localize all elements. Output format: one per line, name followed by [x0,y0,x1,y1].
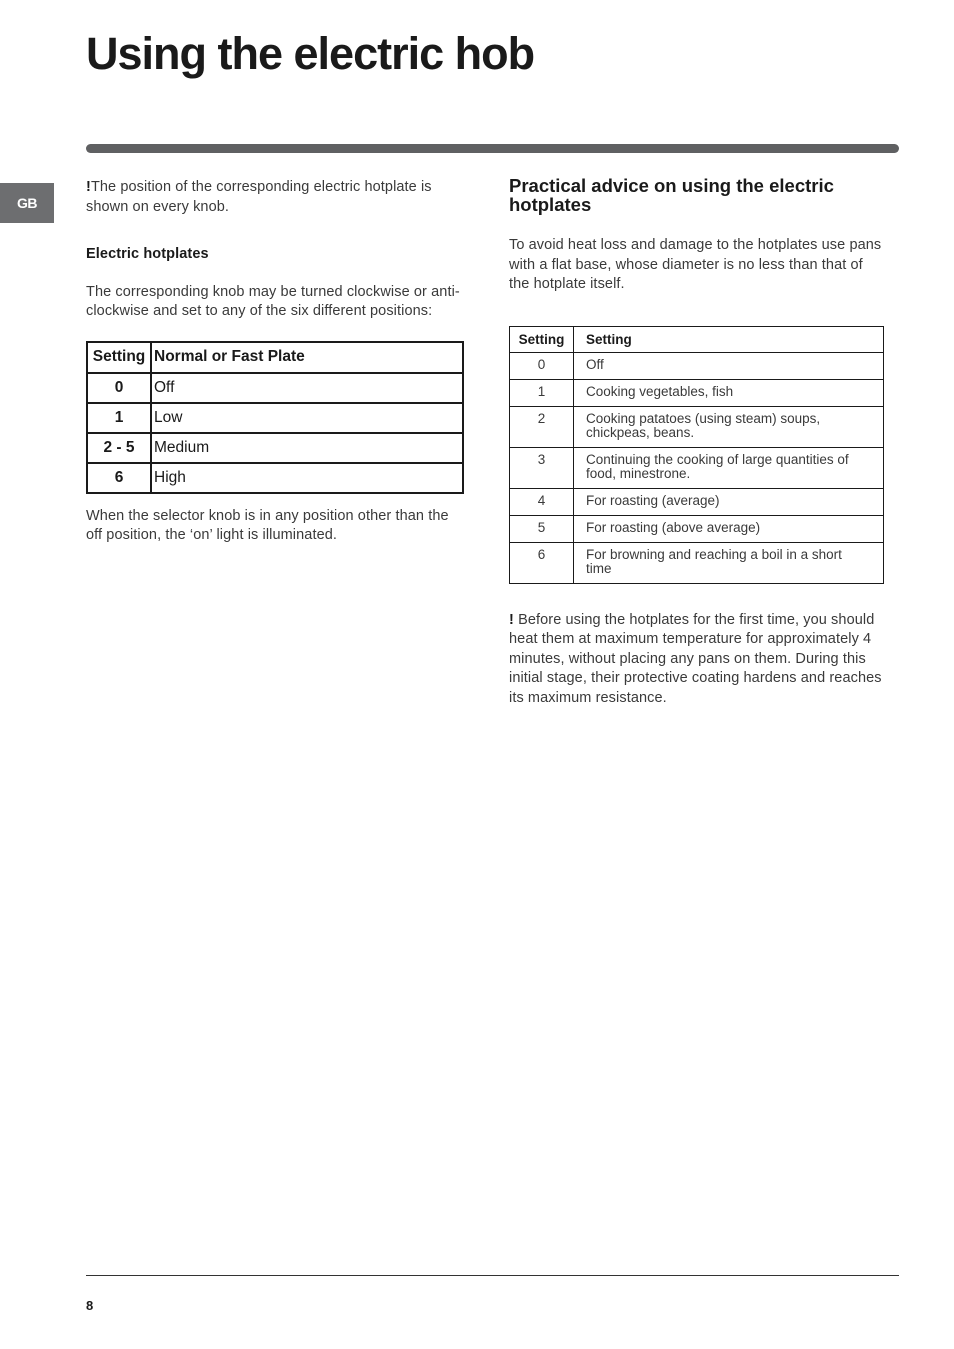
use-cell: Cooking patatoes (using steam) soups, chickpeas, beans. [574,406,884,447]
level-cell: Low [151,403,463,433]
table-row [510,488,884,515]
use-cell: Continuing the cooking of large quantities of food, minestrone. [574,447,884,488]
header-setting: Setting [87,342,151,373]
right-column [509,176,885,708]
setting-cell: 3 [510,447,574,488]
left-column [86,178,464,546]
header-setting: Setting [510,326,574,352]
setting-cell: 6 [87,463,151,493]
heat-loss-paragraph: To avoid heat loss and damage to the hotplates use pans with a flat base, whose diameter is no less than that of the hotplate itself. [509,237,882,292]
table-row [510,515,884,542]
intro-paragraph [86,178,464,217]
first-use-note [509,611,885,709]
plate-settings-table [86,341,464,494]
use-cell: Off [574,352,884,379]
header-divider-bar [86,144,899,153]
use-cell: For roasting (average) [574,488,884,515]
setting-cell: 4 [510,488,574,515]
page-number: 8 [86,1298,94,1313]
warning-mark: ! [509,611,514,628]
use-cell: For roasting (above average) [574,515,884,542]
setting-cell: 2 [510,406,574,447]
table-header-row [510,326,884,352]
use-cell: Cooking vegetables, fish [574,379,884,406]
practical-advice-heading: Practical advice on using the electric hotplates [509,175,834,215]
table-row [87,463,463,493]
first-use-note-text: Before using the hotplates for the first time, you should heat them at maximum temperature for approximately 4 minutes, without placing any pans on them. During this initial stage, their protective coating hardens and reaches its maximum resistance. [509,611,882,706]
footer-divider [86,1275,899,1276]
electric-hotplates-subheading: Electric hotplates [86,246,209,262]
use-cell: For browning and reaching a boil in a short time [574,542,884,583]
table-row [510,542,884,583]
table-header-row [87,342,463,373]
setting-cell: 5 [510,515,574,542]
intro-text: The position of the corresponding electric hotplate is shown on every knob. [86,179,432,215]
table-row [510,352,884,379]
table-row [510,447,884,488]
table-row [87,433,463,463]
table-row [87,373,463,403]
setting-cell: 6 [510,542,574,583]
header-setting-use: Setting [574,326,884,352]
table-row [87,403,463,433]
table-row [510,406,884,447]
header-plate: Normal or Fast Plate [151,342,463,373]
table-row [510,379,884,406]
cooking-settings-table [509,326,884,584]
on-light-paragraph: When the selector knob is in any position other than the off position, the ‘on’ light is illuminated. [86,507,449,543]
setting-cell: 1 [510,379,574,406]
setting-cell: 1 [87,403,151,433]
level-cell: Off [151,373,463,403]
level-cell: Medium [151,433,463,463]
warning-mark: ! [86,179,91,195]
page-title: Using the electric hob [86,28,535,79]
setting-cell: 0 [510,352,574,379]
setting-cell: 0 [87,373,151,403]
setting-cell: 2 - 5 [87,433,151,463]
level-cell: High [151,463,463,493]
knob-description-paragraph: The corresponding knob may be turned clockwise or anti-clockwise and set to any of the six different positions: [86,283,460,319]
language-tab: GB [0,183,54,223]
